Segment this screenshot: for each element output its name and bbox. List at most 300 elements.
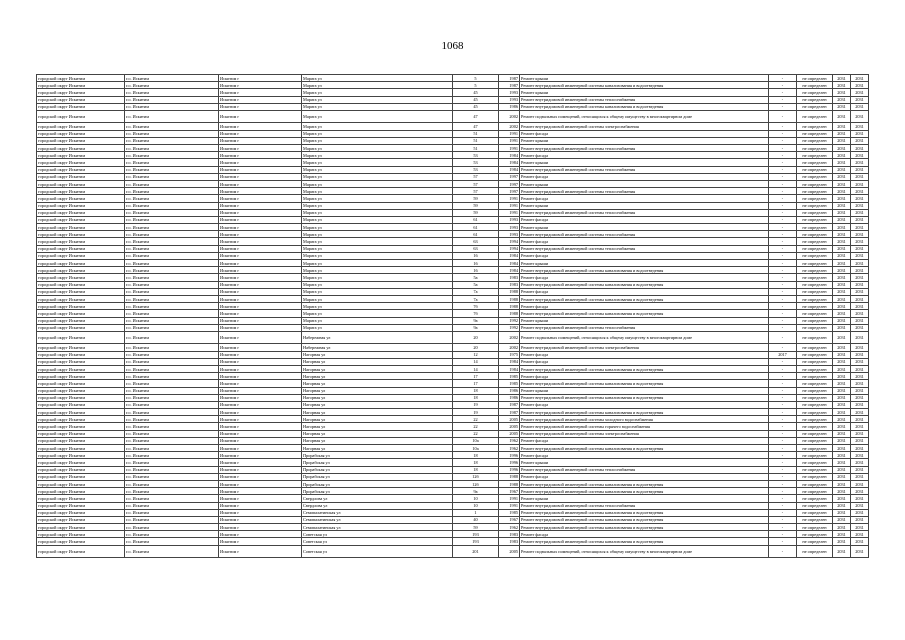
work-type-cell: Ремонт внутридомовой инженерной системы горячего водоснабжения: [520, 423, 769, 430]
table-row: [37, 358, 869, 365]
municipality-cell: городской округ Искитим: [37, 502, 125, 509]
cost-status-cell: не определен: [797, 75, 833, 82]
city-cell: Искитим г: [219, 310, 302, 317]
street-cell: Марата ул: [302, 195, 453, 202]
table-row: [37, 401, 869, 408]
work-type-cell: Ремонт подвальных помещений, относящихся к общему имуществу в многоквартирном доме: [520, 545, 769, 558]
street-cell: Набережная ул: [302, 331, 453, 344]
settlement-cell: г.о. Искитим: [125, 365, 219, 372]
build-year-cell: 1992: [499, 317, 520, 324]
work-type-cell: Ремонт подвальных помещений, относящихся к общему имуществу в многоквартирном доме: [520, 110, 769, 123]
table-row: [37, 387, 869, 394]
build-year-cell: 1997: [499, 173, 520, 180]
plan-start-year-cell: 2031: [833, 310, 851, 317]
build-year-cell: 1983: [499, 281, 520, 288]
work-type-cell: Ремонт крыши: [520, 75, 769, 82]
house-number-cell: 19: [453, 401, 499, 408]
build-year-cell: 1987: [499, 401, 520, 408]
house-number-cell: 47: [453, 123, 499, 130]
house-number-cell: 9а: [453, 324, 499, 331]
cost-status-cell: не определен: [797, 344, 833, 351]
plan-end-year-cell: 2031: [851, 358, 869, 365]
settlement-cell: г.о. Искитим: [125, 445, 219, 452]
table-row: [37, 295, 869, 302]
plan-end-year-cell: 2031: [851, 452, 869, 459]
table-row: [37, 344, 869, 351]
last-repair-year-cell: -: [769, 324, 797, 331]
cost-status-cell: не определен: [797, 401, 833, 408]
street-cell: Нагорная ул: [302, 373, 453, 380]
settlement-cell: г.о. Искитим: [125, 295, 219, 302]
cost-status-cell: не определен: [797, 317, 833, 324]
build-year-cell: 1988: [499, 288, 520, 295]
street-cell: Прорабская ул: [302, 473, 453, 480]
work-type-cell: Ремонт внутридомовой инженерной системы канализования и водоотведения: [520, 445, 769, 452]
municipality-cell: городской округ Искитим: [37, 331, 125, 344]
house-number-cell: 57: [453, 180, 499, 187]
house-number-cell: 59: [453, 202, 499, 209]
house-number-cell: 193: [453, 531, 499, 538]
work-type-cell: Ремонт фасада: [520, 252, 769, 259]
work-type-cell: Ремонт внутридомовой инженерной системы теплоснабжения: [520, 96, 769, 103]
build-year-cell: 1987: [499, 82, 520, 89]
plan-start-year-cell: 2031: [833, 303, 851, 310]
plan-start-year-cell: 2031: [833, 324, 851, 331]
table-row: [37, 495, 869, 502]
plan-start-year-cell: 2031: [833, 459, 851, 466]
table-row: [37, 365, 869, 372]
last-repair-year-cell: -: [769, 159, 797, 166]
table-row: [37, 502, 869, 509]
city-cell: Искитим г: [219, 281, 302, 288]
street-cell: Нагорная ул: [302, 416, 453, 423]
cost-status-cell: не определен: [797, 495, 833, 502]
work-type-cell: Ремонт внутридомовой инженерной системы электроснабжения: [520, 344, 769, 351]
cost-status-cell: не определен: [797, 394, 833, 401]
build-year-cell: 1987: [499, 75, 520, 82]
table-row: [37, 245, 869, 252]
plan-start-year-cell: 2031: [833, 373, 851, 380]
work-type-cell: Ремонт фасада: [520, 238, 769, 245]
cost-status-cell: не определен: [797, 110, 833, 123]
table-row: [37, 430, 869, 437]
cost-status-cell: не определен: [797, 89, 833, 96]
municipality-cell: городской округ Искитим: [37, 317, 125, 324]
build-year-cell: 2005: [499, 430, 520, 437]
build-year-cell: 1983: [499, 531, 520, 538]
build-year-cell: 1983: [499, 538, 520, 545]
city-cell: Искитим г: [219, 252, 302, 259]
municipality-cell: городской округ Искитим: [37, 452, 125, 459]
plan-end-year-cell: 2031: [851, 488, 869, 495]
municipality-cell: городской округ Искитим: [37, 401, 125, 408]
municipality-cell: городской округ Искитим: [37, 159, 125, 166]
build-year-cell: 1985: [499, 380, 520, 387]
plan-end-year-cell: 2031: [851, 295, 869, 302]
work-type-cell: Ремонт внутридомовой инженерной системы холодного водоснабжения: [520, 416, 769, 423]
work-type-cell: Ремонт крыши: [520, 459, 769, 466]
last-repair-year-cell: -: [769, 202, 797, 209]
last-repair-year-cell: -: [769, 238, 797, 245]
capital-repair-table: [36, 74, 869, 558]
table-row: [37, 281, 869, 288]
plan-end-year-cell: 2031: [851, 145, 869, 152]
build-year-cell: 1962: [499, 445, 520, 452]
street-cell: Прорабская ул: [302, 466, 453, 473]
last-repair-year-cell: -: [769, 387, 797, 394]
settlement-cell: г.о. Искитим: [125, 82, 219, 89]
street-cell: Нагорная ул: [302, 445, 453, 452]
city-cell: Искитим г: [219, 409, 302, 416]
table-row: [37, 538, 869, 545]
municipality-cell: городской округ Искитим: [37, 423, 125, 430]
house-number-cell: 61: [453, 216, 499, 223]
plan-end-year-cell: 2031: [851, 531, 869, 538]
work-type-cell: Ремонт внутридомовой инженерной системы канализования и водоотведения: [520, 103, 769, 110]
house-number-cell: 63: [453, 245, 499, 252]
settlement-cell: г.о. Искитим: [125, 180, 219, 187]
work-type-cell: Ремонт фасада: [520, 152, 769, 159]
city-cell: Искитим г: [219, 524, 302, 531]
last-repair-year-cell: -: [769, 123, 797, 130]
work-type-cell: Ремонт фасада: [520, 195, 769, 202]
house-number-cell: 57: [453, 173, 499, 180]
last-repair-year-cell: -: [769, 209, 797, 216]
cost-status-cell: не определен: [797, 531, 833, 538]
cost-status-cell: не определен: [797, 238, 833, 245]
plan-end-year-cell: 2031: [851, 459, 869, 466]
street-cell: Марата ул: [302, 173, 453, 180]
table-row: [37, 373, 869, 380]
house-number-cell: 9а: [453, 317, 499, 324]
build-year-cell: 2005: [499, 545, 520, 558]
settlement-cell: г.о. Искитим: [125, 245, 219, 252]
city-cell: Искитим г: [219, 502, 302, 509]
last-repair-year-cell: -: [769, 331, 797, 344]
street-cell: Семипалатинская ул: [302, 509, 453, 516]
cost-status-cell: не определен: [797, 516, 833, 523]
house-number-cell: 61: [453, 224, 499, 231]
city-cell: Искитим г: [219, 351, 302, 358]
last-repair-year-cell: -: [769, 281, 797, 288]
build-year-cell: 1987: [499, 409, 520, 416]
municipality-cell: городской округ Искитим: [37, 123, 125, 130]
plan-start-year-cell: 2031: [833, 188, 851, 195]
city-cell: Искитим г: [219, 324, 302, 331]
table-row: [37, 195, 869, 202]
city-cell: Искитим г: [219, 238, 302, 245]
plan-end-year-cell: 2031: [851, 365, 869, 372]
table-row: [37, 238, 869, 245]
settlement-cell: г.о. Искитим: [125, 110, 219, 123]
table-row: [37, 152, 869, 159]
street-cell: Марата ул: [302, 274, 453, 281]
cost-status-cell: не определен: [797, 137, 833, 144]
house-number-cell: 5а: [453, 274, 499, 281]
municipality-cell: городской округ Искитим: [37, 394, 125, 401]
work-type-cell: Ремонт внутридомовой инженерной системы канализования и водоотведения: [520, 409, 769, 416]
work-type-cell: Ремонт внутридомовой инженерной системы теплоснабжения: [520, 188, 769, 195]
municipality-cell: городской округ Искитим: [37, 238, 125, 245]
cost-status-cell: не определен: [797, 380, 833, 387]
city-cell: Искитим г: [219, 303, 302, 310]
plan-end-year-cell: 2031: [851, 380, 869, 387]
last-repair-year-cell: -: [769, 231, 797, 238]
work-type-cell: Ремонт внутридомовой инженерной системы канализования и водоотведения: [520, 380, 769, 387]
house-number-cell: 57: [453, 188, 499, 195]
house-number-cell: 12: [453, 351, 499, 358]
plan-end-year-cell: 2031: [851, 137, 869, 144]
plan-start-year-cell: 2031: [833, 295, 851, 302]
work-type-cell: Ремонт фасада: [520, 216, 769, 223]
settlement-cell: г.о. Искитим: [125, 524, 219, 531]
table-row: [37, 166, 869, 173]
work-type-cell: Ремонт внутридомовой инженерной системы канализования и водоотведения: [520, 538, 769, 545]
plan-start-year-cell: 2031: [833, 202, 851, 209]
settlement-cell: г.о. Искитим: [125, 351, 219, 358]
last-repair-year-cell: -: [769, 82, 797, 89]
build-year-cell: 1994: [499, 245, 520, 252]
city-cell: Искитим г: [219, 103, 302, 110]
city-cell: Искитим г: [219, 423, 302, 430]
cost-status-cell: не определен: [797, 365, 833, 372]
last-repair-year-cell: -: [769, 75, 797, 82]
settlement-cell: г.о. Искитим: [125, 209, 219, 216]
build-year-cell: 1986: [499, 103, 520, 110]
table-row: [37, 224, 869, 231]
house-number-cell: 16: [453, 267, 499, 274]
street-cell: Марата ул: [302, 324, 453, 331]
last-repair-year-cell: -: [769, 103, 797, 110]
settlement-cell: г.о. Искитим: [125, 488, 219, 495]
plan-start-year-cell: 2031: [833, 416, 851, 423]
city-cell: Искитим г: [219, 295, 302, 302]
street-cell: Нагорная ул: [302, 409, 453, 416]
house-number-cell: 22: [453, 423, 499, 430]
cost-status-cell: не определен: [797, 252, 833, 259]
build-year-cell: 2002: [499, 344, 520, 351]
city-cell: Искитим г: [219, 380, 302, 387]
plan-start-year-cell: 2031: [833, 145, 851, 152]
build-year-cell: 2002: [499, 331, 520, 344]
plan-end-year-cell: 2031: [851, 152, 869, 159]
cost-status-cell: не определен: [797, 524, 833, 531]
cost-status-cell: не определен: [797, 310, 833, 317]
last-repair-year-cell: -: [769, 430, 797, 437]
settlement-cell: г.о. Искитим: [125, 123, 219, 130]
page-number: 1068: [441, 40, 464, 52]
cost-status-cell: не определен: [797, 502, 833, 509]
plan-end-year-cell: 2031: [851, 110, 869, 123]
plan-start-year-cell: 2031: [833, 509, 851, 516]
work-type-cell: Ремонт крыши: [520, 495, 769, 502]
table-row: [37, 145, 869, 152]
house-number-cell: 51: [453, 130, 499, 137]
plan-end-year-cell: 2031: [851, 331, 869, 344]
work-type-cell: Ремонт крыши: [520, 317, 769, 324]
build-year-cell: 1991: [499, 502, 520, 509]
plan-end-year-cell: 2031: [851, 416, 869, 423]
house-number-cell: 18: [453, 387, 499, 394]
street-cell: Нагорная ул: [302, 394, 453, 401]
municipality-cell: городской округ Искитим: [37, 509, 125, 516]
city-cell: Искитим г: [219, 245, 302, 252]
last-repair-year-cell: -: [769, 480, 797, 487]
plan-start-year-cell: 2031: [833, 351, 851, 358]
street-cell: Советская ул: [302, 531, 453, 538]
build-year-cell: 1984: [499, 252, 520, 259]
cost-status-cell: не определен: [797, 459, 833, 466]
plan-start-year-cell: 2031: [833, 281, 851, 288]
cost-status-cell: не определен: [797, 130, 833, 137]
work-type-cell: Ремонт крыши: [520, 224, 769, 231]
cost-status-cell: не определен: [797, 452, 833, 459]
last-repair-year-cell: -: [769, 524, 797, 531]
house-number-cell: 22: [453, 430, 499, 437]
plan-start-year-cell: 2031: [833, 137, 851, 144]
cost-status-cell: не определен: [797, 224, 833, 231]
house-number-cell: 10а: [453, 437, 499, 444]
municipality-cell: городской округ Искитим: [37, 82, 125, 89]
build-year-cell: 1984: [499, 152, 520, 159]
plan-start-year-cell: 2031: [833, 473, 851, 480]
municipality-cell: городской округ Искитим: [37, 152, 125, 159]
street-cell: Марата ул: [302, 281, 453, 288]
house-number-cell: 12б: [453, 473, 499, 480]
city-cell: Искитим г: [219, 445, 302, 452]
city-cell: Искитим г: [219, 152, 302, 159]
street-cell: Марата ул: [302, 110, 453, 123]
city-cell: Искитим г: [219, 473, 302, 480]
street-cell: Марата ул: [302, 252, 453, 259]
street-cell: Прорабская ул: [302, 459, 453, 466]
settlement-cell: г.о. Искитим: [125, 509, 219, 516]
cost-status-cell: не определен: [797, 387, 833, 394]
house-number-cell: 19: [453, 409, 499, 416]
municipality-cell: городской округ Искитим: [37, 303, 125, 310]
cost-status-cell: не определен: [797, 145, 833, 152]
build-year-cell: 1988: [499, 303, 520, 310]
municipality-cell: городской округ Искитим: [37, 351, 125, 358]
plan-end-year-cell: 2031: [851, 202, 869, 209]
municipality-cell: городской округ Искитим: [37, 531, 125, 538]
build-year-cell: 1994: [499, 238, 520, 245]
settlement-cell: г.о. Искитим: [125, 423, 219, 430]
cost-status-cell: не определен: [797, 437, 833, 444]
build-year-cell: 2002: [499, 110, 520, 123]
last-repair-year-cell: -: [769, 502, 797, 509]
last-repair-year-cell: -: [769, 303, 797, 310]
cost-status-cell: не определен: [797, 82, 833, 89]
house-number-cell: 10: [453, 502, 499, 509]
house-number-cell: 45: [453, 96, 499, 103]
work-type-cell: Ремонт фасада: [520, 531, 769, 538]
settlement-cell: г.о. Искитим: [125, 216, 219, 223]
plan-end-year-cell: 2031: [851, 387, 869, 394]
plan-end-year-cell: 2031: [851, 103, 869, 110]
municipality-cell: городской округ Искитим: [37, 224, 125, 231]
plan-start-year-cell: 2031: [833, 545, 851, 558]
cost-status-cell: не определен: [797, 488, 833, 495]
street-cell: Марата ул: [302, 159, 453, 166]
city-cell: Искитим г: [219, 509, 302, 516]
build-year-cell: 1983: [499, 274, 520, 281]
work-type-cell: Ремонт внутридомовой инженерной системы канализования и водоотведения: [520, 281, 769, 288]
house-number-cell: 61: [453, 231, 499, 238]
build-year-cell: 1967: [499, 516, 520, 523]
settlement-cell: г.о. Искитим: [125, 430, 219, 437]
settlement-cell: г.о. Искитим: [125, 452, 219, 459]
house-number-cell: 1: [453, 509, 499, 516]
plan-end-year-cell: 2031: [851, 473, 869, 480]
build-year-cell: 1984: [499, 365, 520, 372]
municipality-cell: городской округ Искитим: [37, 288, 125, 295]
city-cell: Искитим г: [219, 274, 302, 281]
plan-start-year-cell: 2031: [833, 480, 851, 487]
house-number-cell: 14: [453, 358, 499, 365]
build-year-cell: 1993: [499, 96, 520, 103]
house-number-cell: 14: [453, 365, 499, 372]
plan-start-year-cell: 2031: [833, 423, 851, 430]
street-cell: Марата ул: [302, 96, 453, 103]
settlement-cell: г.о. Искитим: [125, 166, 219, 173]
work-type-cell: Ремонт внутридомовой инженерной системы канализования и водоотведения: [520, 295, 769, 302]
house-number-cell: 17: [453, 373, 499, 380]
city-cell: Искитим г: [219, 531, 302, 538]
table-row: [37, 252, 869, 259]
city-cell: Искитим г: [219, 110, 302, 123]
last-repair-year-cell: -: [769, 495, 797, 502]
work-type-cell: Ремонт внутридомовой инженерной системы электроснабжения: [520, 430, 769, 437]
plan-end-year-cell: 2031: [851, 159, 869, 166]
city-cell: Искитим г: [219, 202, 302, 209]
settlement-cell: г.о. Искитим: [125, 380, 219, 387]
settlement-cell: г.о. Искитим: [125, 152, 219, 159]
plan-end-year-cell: 2031: [851, 173, 869, 180]
street-cell: Марата ул: [302, 75, 453, 82]
house-number-cell: 18: [453, 394, 499, 401]
table-row: [37, 394, 869, 401]
build-year-cell: 1962: [499, 437, 520, 444]
build-year-cell: 1984: [499, 267, 520, 274]
table-row: [37, 516, 869, 523]
street-cell: Нагорная ул: [302, 351, 453, 358]
work-type-cell: Ремонт фасада: [520, 130, 769, 137]
build-year-cell: 1993: [499, 216, 520, 223]
city-cell: Искитим г: [219, 145, 302, 152]
cost-status-cell: не определен: [797, 416, 833, 423]
plan-start-year-cell: 2031: [833, 96, 851, 103]
cost-status-cell: не определен: [797, 245, 833, 252]
table-row: [37, 524, 869, 531]
settlement-cell: г.о. Искитим: [125, 274, 219, 281]
house-number-cell: 16: [453, 260, 499, 267]
settlement-cell: г.о. Искитим: [125, 281, 219, 288]
plan-end-year-cell: 2031: [851, 516, 869, 523]
settlement-cell: г.о. Искитим: [125, 195, 219, 202]
table-row: [37, 173, 869, 180]
municipality-cell: городской округ Искитим: [37, 545, 125, 558]
city-cell: Искитим г: [219, 137, 302, 144]
municipality-cell: городской округ Искитим: [37, 480, 125, 487]
plan-end-year-cell: 2031: [851, 445, 869, 452]
settlement-cell: г.о. Искитим: [125, 401, 219, 408]
plan-end-year-cell: 2031: [851, 409, 869, 416]
street-cell: Нагорная ул: [302, 358, 453, 365]
street-cell: Марата ул: [302, 231, 453, 238]
cost-status-cell: не определен: [797, 188, 833, 195]
last-repair-year-cell: -: [769, 344, 797, 351]
